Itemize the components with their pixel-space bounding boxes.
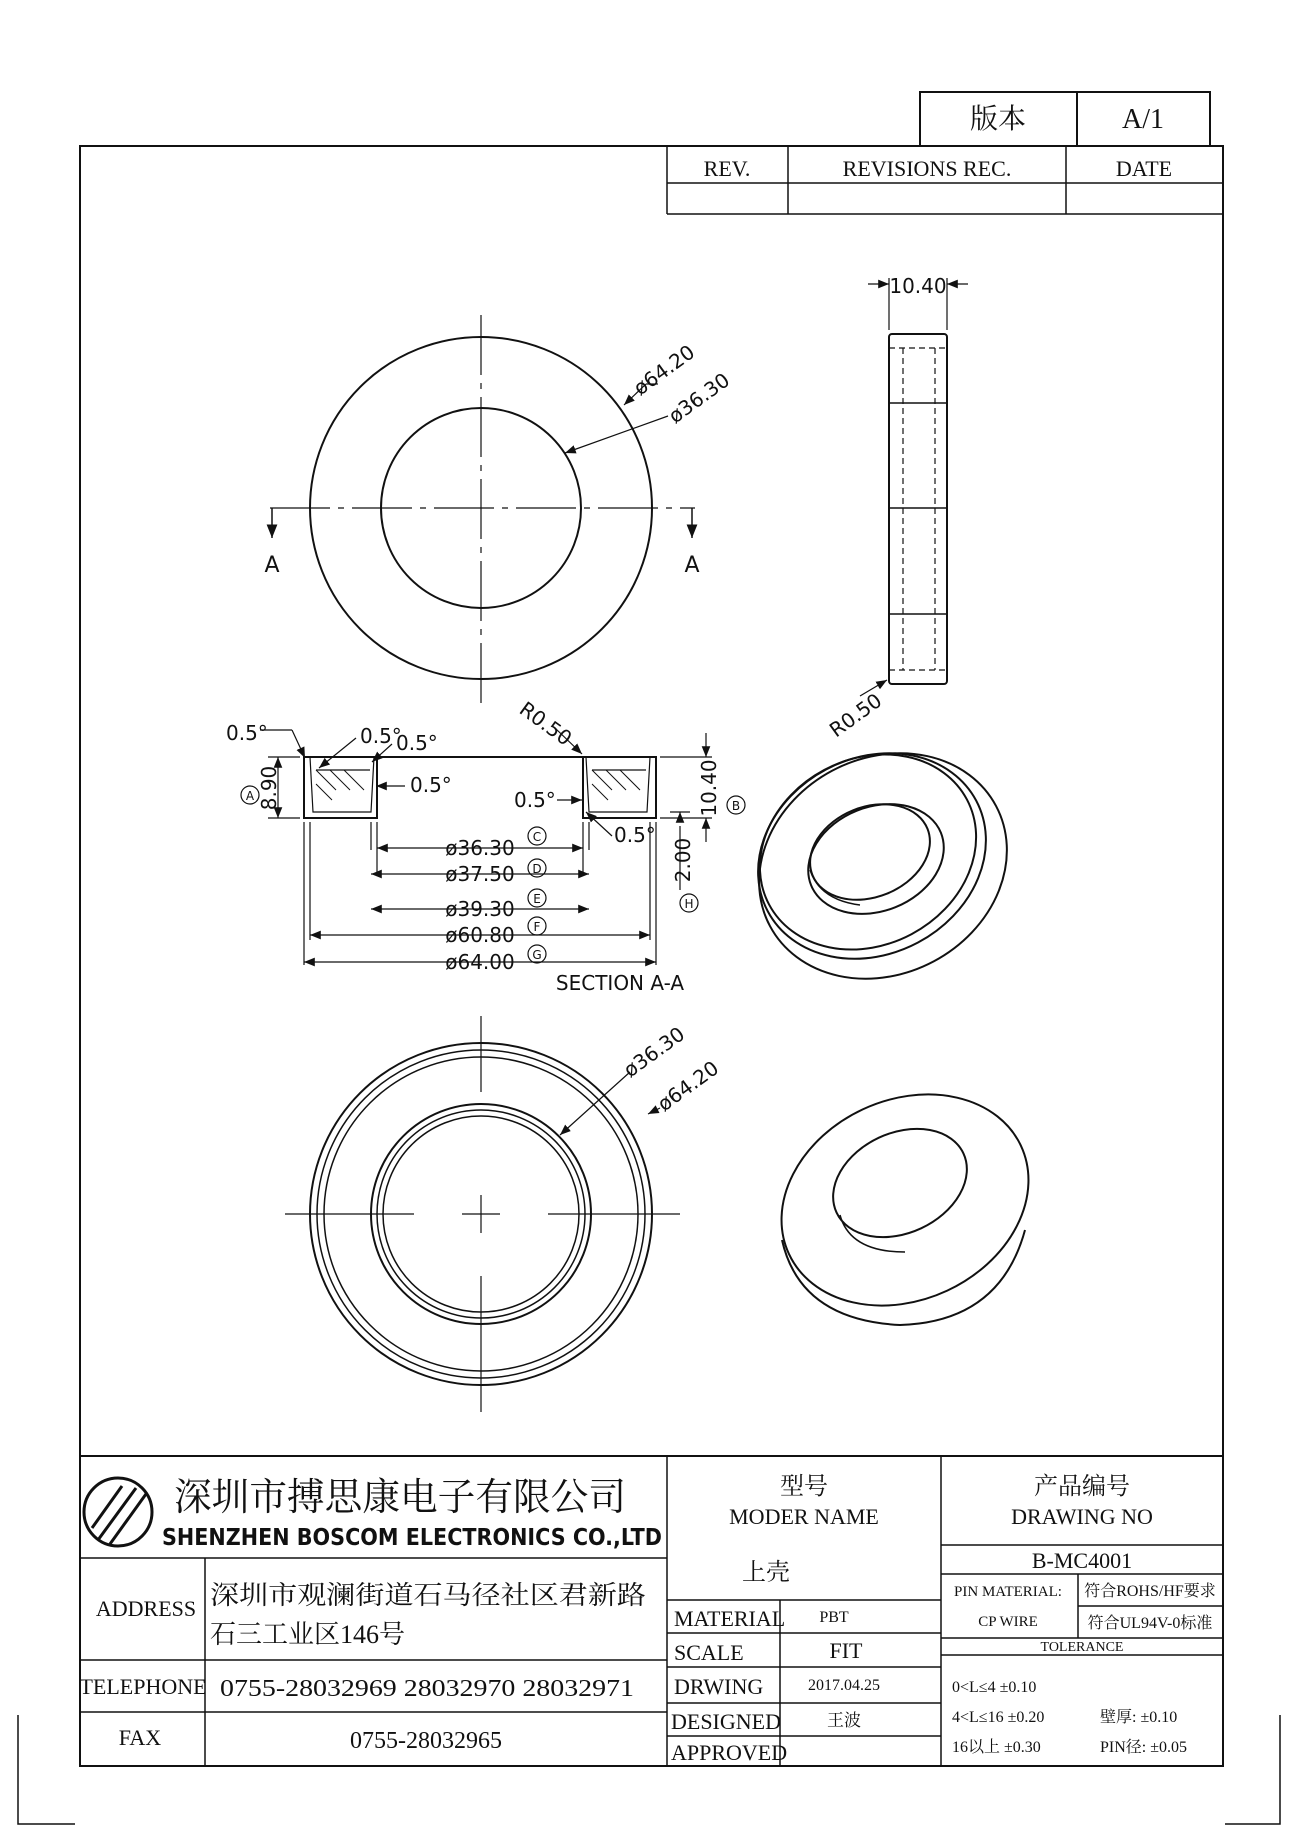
section-cut-label-right: A	[684, 553, 700, 578]
model-label-en: MODER NAME	[729, 1504, 879, 1529]
version-box	[920, 92, 1210, 146]
side-width-dimension: 10.40	[889, 274, 947, 298]
section-dia-c: ø36.30	[445, 836, 515, 860]
version-label: 版本	[969, 104, 1027, 135]
section-angle-5: 0.5°	[514, 788, 556, 812]
drawing-date-value: 2017.04.25	[808, 1677, 880, 1694]
section-angle-6: 0.5°	[614, 823, 656, 847]
scale-value: FIT	[829, 1638, 863, 1663]
pin-diameter-tolerance: PIN径: ±0.05	[1100, 1739, 1188, 1756]
top-od-dimension: ø64.20	[628, 339, 700, 401]
ref-h: H	[684, 897, 694, 911]
section-angle-1: 0.5°	[226, 721, 268, 745]
address-label: ADDRESS	[95, 1596, 197, 1621]
address-line-2: 石三工业区146号	[210, 1620, 406, 1649]
ref-f: F	[533, 920, 541, 934]
rev-col-header: REV.	[703, 156, 751, 181]
telephone-label: TELEPHONE	[79, 1674, 207, 1699]
bottom-view	[285, 1016, 680, 1412]
model-value: 上壳	[742, 1560, 790, 1586]
drawing-no-label-cn: 产品编号	[1034, 1474, 1130, 1500]
rohs-compliance: 符合ROHS/HF要求	[1084, 1583, 1216, 1600]
side-view	[860, 278, 968, 696]
pin-material-label: PIN MATERIAL:	[954, 1584, 1062, 1600]
telephone-value: 0755-28032969 28032970 28032971	[220, 1676, 634, 1702]
wall-tolerance: 壁厚: ±0.10	[1100, 1709, 1178, 1726]
ref-a: A	[245, 789, 255, 803]
corner-marks	[18, 1715, 1280, 1824]
section-dia-g: ø64.00	[445, 950, 515, 974]
side-radius-dimension: R0.50	[824, 688, 887, 743]
ref-b: B	[731, 799, 741, 813]
model-label-cn: 型号	[780, 1474, 828, 1500]
drawing-no-value: B-MC4001	[1031, 1548, 1133, 1573]
fax-value: 0755-28032965	[350, 1728, 502, 1754]
material-label: MATERIAL	[674, 1606, 786, 1631]
revisions-rec-col-header: REVISIONS REC.	[842, 156, 1012, 181]
material-value: PBT	[819, 1609, 849, 1626]
section-dia-e: ø39.30	[445, 897, 515, 921]
section-dia-f: ø60.80	[445, 923, 515, 947]
ref-c: C	[532, 830, 542, 844]
top-view	[270, 315, 695, 705]
top-id-dimension: ø36.30	[663, 367, 735, 429]
drawing-no-label-en: DRAWING NO	[1011, 1504, 1153, 1529]
isometric-view-top	[719, 711, 1046, 1022]
company-name-cn: 深圳市搏思康电子有限公司	[174, 1477, 626, 1519]
section-dia-d: ø37.50	[445, 862, 515, 886]
approved-label: APPROVED	[671, 1740, 788, 1765]
ref-e: E	[533, 892, 541, 906]
company-logo	[84, 1478, 152, 1546]
section-title: SECTION A-A	[555, 971, 685, 995]
pin-material-value: CP WIRE	[978, 1614, 1038, 1630]
drawing-date-label: DRWING	[674, 1674, 764, 1699]
scale-label: SCALE	[674, 1640, 744, 1665]
designer-value: 王波	[827, 1711, 861, 1730]
fax-label: FAX	[118, 1725, 162, 1750]
company-name-en: SHENZHEN BOSCOM ELECTRONICS CO.,LTD	[162, 1525, 662, 1551]
ref-g: G	[532, 948, 542, 962]
designed-label: DESIGNED	[671, 1709, 781, 1734]
tolerance-line-2: 4<L≤16 ±0.20	[952, 1709, 1045, 1726]
section-angle-3: 0.5°	[396, 731, 438, 755]
ul-compliance: 符合UL94V-0标准	[1087, 1615, 1213, 1632]
date-col-header: DATE	[1115, 156, 1173, 181]
bottom-od-dimension: ø64.20	[652, 1055, 724, 1117]
tolerance-line-3: 16以上 ±0.30	[952, 1739, 1041, 1756]
tolerance-line-1: 0<L≤4 ±0.10	[952, 1679, 1037, 1696]
section-radius: R0.50	[515, 696, 577, 751]
section-angle-2: 0.5°	[360, 724, 402, 748]
tolerance-title: TOLERANCE	[1040, 1640, 1124, 1655]
address-line-1: 深圳市观澜街道石马径社区君新路	[210, 1581, 646, 1610]
section-angle-4: 0.5°	[410, 773, 452, 797]
isometric-view-bottom	[747, 1055, 1064, 1344]
section-height-b: 10.40	[697, 759, 721, 817]
bottom-id-dimension: ø36.30	[618, 1021, 690, 1083]
section-height-h: 2.00	[671, 837, 695, 883]
section-cut-label-left: A	[264, 553, 280, 578]
ref-d: D	[532, 862, 542, 876]
version-value: A/1	[1122, 104, 1164, 135]
section-height-a: 8.90	[257, 765, 281, 811]
